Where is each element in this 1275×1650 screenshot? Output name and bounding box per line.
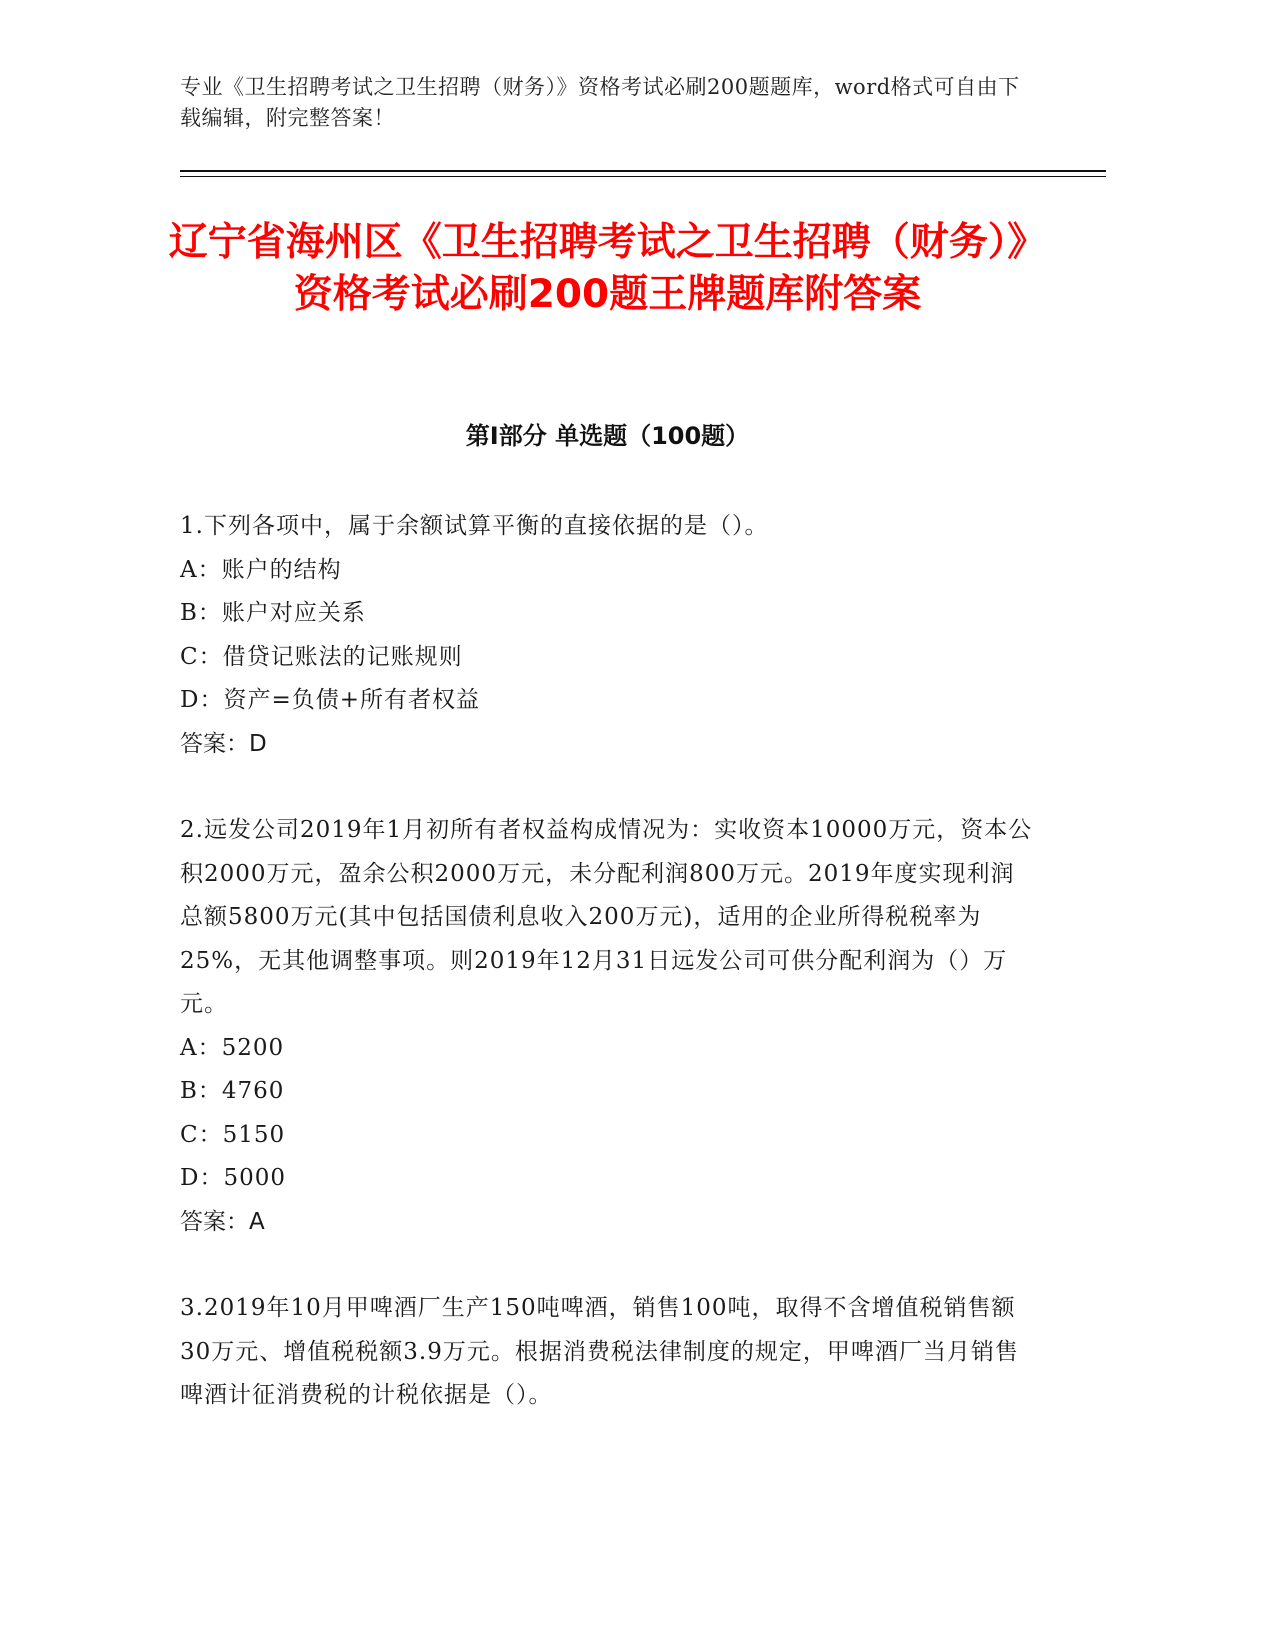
question-list — [180, 505, 1035, 1461]
option-a: A：账户的结构 — [180, 556, 342, 583]
question-2 — [180, 809, 1035, 1244]
answer: 答案：A — [180, 1208, 265, 1235]
question-stem: 3.2019年10月甲啤酒厂生产150吨啤酒，销售100吨，取得不含增值税销售额30万元、增值税税额3.9万元。根据消费税法律制度的规定，甲啤酒厂当月销售啤酒计征消费税的计税依据是（）。 — [180, 1295, 1019, 1408]
option-d: D：资产=负债+所有者权益 — [180, 687, 480, 713]
option-c: C：5150 — [180, 1121, 286, 1148]
header-divider — [180, 170, 1106, 172]
header-note: 专业《卫生招聘考试之卫生招聘（财务）》资格考试必刷200题题库，word格式可自由下载编辑，附完整答案！ — [180, 75, 1020, 130]
option-d: D：5000 — [180, 1165, 286, 1191]
option-a: A：5200 — [180, 1034, 285, 1061]
question-1 — [180, 505, 1035, 766]
option-b: B：账户对应关系 — [180, 600, 366, 626]
question-3 — [180, 1287, 1035, 1418]
answer: 答案：D — [180, 730, 267, 757]
question-stem: 1.下列各项中，属于余额试算平衡的直接依据的是（）。 — [180, 513, 769, 539]
option-c: C：借贷记账法的记账规则 — [180, 643, 463, 670]
document-title: 辽宁省海州区《卫生招聘考试之卫生招聘（财务）》资格考试必刷200题王牌题库附答案 — [168, 220, 1047, 317]
option-b: B：4760 — [180, 1078, 285, 1104]
header-divider-thin — [180, 176, 1106, 177]
section-title: 第Ⅰ部分 单选题（100题） — [465, 422, 750, 450]
question-stem: 2.远发公司2019年1月初所有者权益构成情况为：实收资本10000万元，资本公积2000万元，盈余公积2000万元，未分配利润800万元。2019年度实现利润总额5800万元(其中包括国债利息收入200万元)，适用的企业所得税税率为25%，无其他调整事项。则2019年12月31日远发公司可供分配利润为（）万元。 — [180, 817, 1033, 1017]
